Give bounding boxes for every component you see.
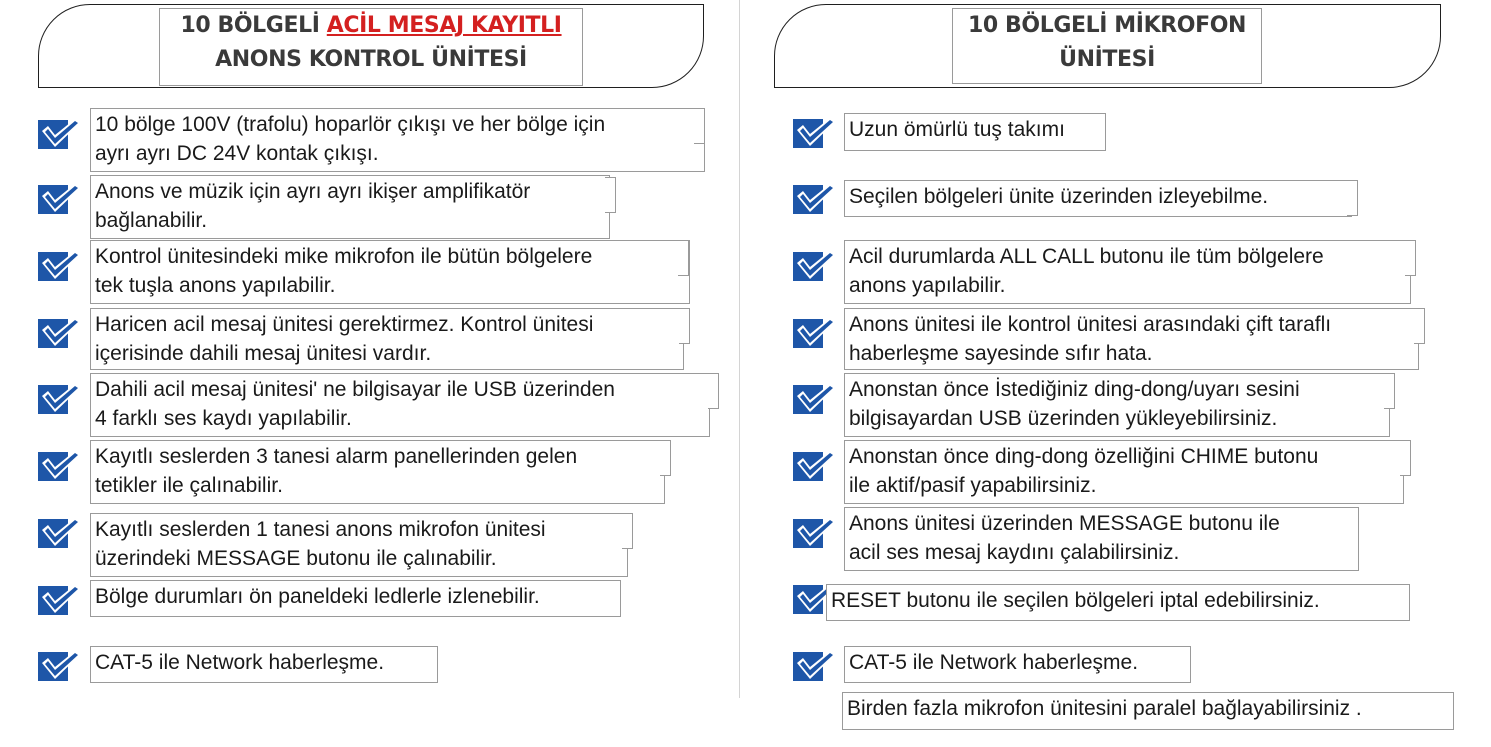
check-mark-icon: [793, 449, 837, 483]
left-title-highlight: ACİL MESAJ KAYITLI: [326, 13, 562, 38]
left-feature-item: [90, 646, 438, 683]
feature-line: CAT-5 ile Network haberleşme.: [849, 651, 1139, 674]
feature-line: acil ses mesaj kaydını çalabilirsiniz.: [849, 541, 1180, 564]
column-divider: [739, 0, 740, 698]
feature-line: Bölge durumları ön paneldeki ledlerle izlenebilir.: [95, 585, 540, 608]
check-mark-icon: [38, 583, 82, 617]
text-frame-tab: [678, 240, 689, 276]
feature-line: 10 bölge 100V (trafolu) hoparlör çıkışı ve her bölge için: [95, 113, 606, 136]
check-mark-icon: [793, 316, 837, 350]
feature-line: tetikler ile çalınabilir.: [95, 474, 283, 497]
left-feature-item: [90, 108, 705, 172]
feature-line: Haricen acil mesaj ünitesi gerektirmez. Kontrol ünitesi: [95, 313, 594, 336]
text-frame-tab: [679, 308, 690, 344]
feature-line: Anons ünitesi üzerinden MESSAGE butonu ile: [849, 512, 1280, 535]
feature-line: Kayıtlı seslerden 3 tanesi alarm panellerinden gelen: [95, 445, 578, 468]
right-feature-item: [844, 440, 1404, 504]
right-feature-item: [844, 113, 1106, 151]
feature-line: bilgisayardan USB üzerinden yükleyebilirsiniz.: [849, 407, 1278, 430]
feature-line: haberleşme sayesinde sıfır hata.: [849, 342, 1153, 365]
check-mark-icon: [793, 649, 837, 683]
check-mark-icon: [38, 249, 82, 283]
left-feature-item: [90, 580, 621, 617]
right-feature-item: [844, 180, 1352, 217]
feature-line: üzerindeki MESSAGE butonu ile çalınabilir.: [95, 547, 497, 570]
text-frame-tab: [622, 513, 633, 549]
text-frame-tab: [708, 373, 719, 409]
feature-line: Anons ve müzik için ayrı ayrı ikişer amplifikatör: [95, 180, 531, 203]
feature-line: Kayıtlı seslerden 1 tanesi anons mikrofon ünitesi: [95, 518, 546, 541]
feature-line: RESET butonu ile seçilen bölgeleri iptal edebilirsiniz.: [831, 589, 1320, 612]
left-feature-item: [90, 513, 628, 577]
feature-line: 4 farklı ses kaydı yapılabilir.: [95, 407, 352, 430]
text-frame-tab: [1384, 373, 1395, 409]
left-title-line2: ANONS KONTROL ÜNİTESİ: [215, 47, 527, 72]
feature-line: içerisinde dahili mesaj ünitesi vardır.: [95, 342, 432, 365]
feature-line: Anonstan önce ding-dong özelliğini CHIME butonu: [849, 445, 1319, 468]
text-frame-tab: [1347, 180, 1358, 216]
text-frame-tab: [660, 440, 671, 476]
right-feature-item: [826, 584, 1410, 621]
right-feature-item: [844, 240, 1411, 304]
feature-line: CAT-5 ile Network haberleşme.: [95, 651, 385, 674]
feature-line: Anonstan önce İstediğiniz ding-dong/uyarı sesini: [849, 378, 1300, 401]
feature-line: Acil durumlarda ALL CALL butonu ile tüm bölgelere: [849, 245, 1324, 268]
feature-line: Dahili acil mesaj ünitesi' ne bilgisayar ile USB üzerinden: [95, 378, 615, 401]
check-mark-icon: [793, 116, 837, 150]
right-title-line1: 10 BÖLGELİ MİKROFON: [967, 13, 1247, 38]
text-frame-tab: [1400, 440, 1411, 476]
check-mark-icon: [793, 249, 837, 283]
left-title: [159, 8, 583, 86]
check-mark-icon: [793, 382, 837, 416]
right-feature-item: [844, 373, 1390, 437]
right-title-line2: ÜNİTESİ: [1059, 47, 1155, 72]
check-mark-icon: [793, 516, 837, 550]
footer-note-text: Birden fazla mikrofon ünitesini paralel bağlayabilirsiniz .: [847, 697, 1362, 720]
feature-line: anons yapılabilir.: [849, 274, 1006, 297]
feature-line: Seçilen bölgeleri ünite üzerinden izleyebilme.: [849, 185, 1269, 208]
text-frame-tab: [694, 108, 705, 144]
left-feature-item: [90, 373, 710, 437]
text-frame-tab: [605, 177, 616, 213]
check-mark-icon: [38, 382, 82, 416]
text-frame-tab: [1414, 308, 1425, 344]
text-frame-tab: [1405, 240, 1416, 276]
check-mark-icon: [38, 316, 82, 350]
left-feature-item: [90, 440, 665, 504]
footer-note: [842, 692, 1454, 730]
right-feature-item: [844, 308, 1419, 370]
feature-line: ayrı ayrı DC 24V kontak çıkışı.: [95, 142, 379, 165]
right-feature-item: [844, 646, 1191, 683]
check-mark-icon: [38, 449, 82, 483]
left-feature-item: [90, 175, 610, 239]
left-title-prefix: 10 BÖLGELİ: [180, 13, 327, 38]
feature-line: Uzun ömürlü tuş takımı: [849, 118, 1065, 141]
left-feature-item: [90, 240, 690, 304]
feature-line: Anons ünitesi ile kontrol ünitesi arasındaki çift taraflı: [849, 313, 1332, 336]
feature-line: bağlanabilir.: [95, 209, 208, 232]
feature-line: ile aktif/pasif yapabilirsiniz.: [849, 474, 1097, 497]
check-mark-icon: [38, 649, 82, 683]
left-feature-item: [90, 308, 684, 370]
right-feature-item: [844, 507, 1359, 571]
check-mark-icon: [38, 117, 82, 151]
feature-line: Kontrol ünitesindeki mike mikrofon ile bütün bölgelere: [95, 245, 593, 268]
right-title: [952, 8, 1262, 84]
check-mark-icon: [38, 182, 82, 216]
check-mark-icon: [793, 182, 837, 216]
check-mark-icon: [38, 516, 82, 550]
feature-line: tek tuşla anons yapılabilir.: [95, 274, 336, 297]
